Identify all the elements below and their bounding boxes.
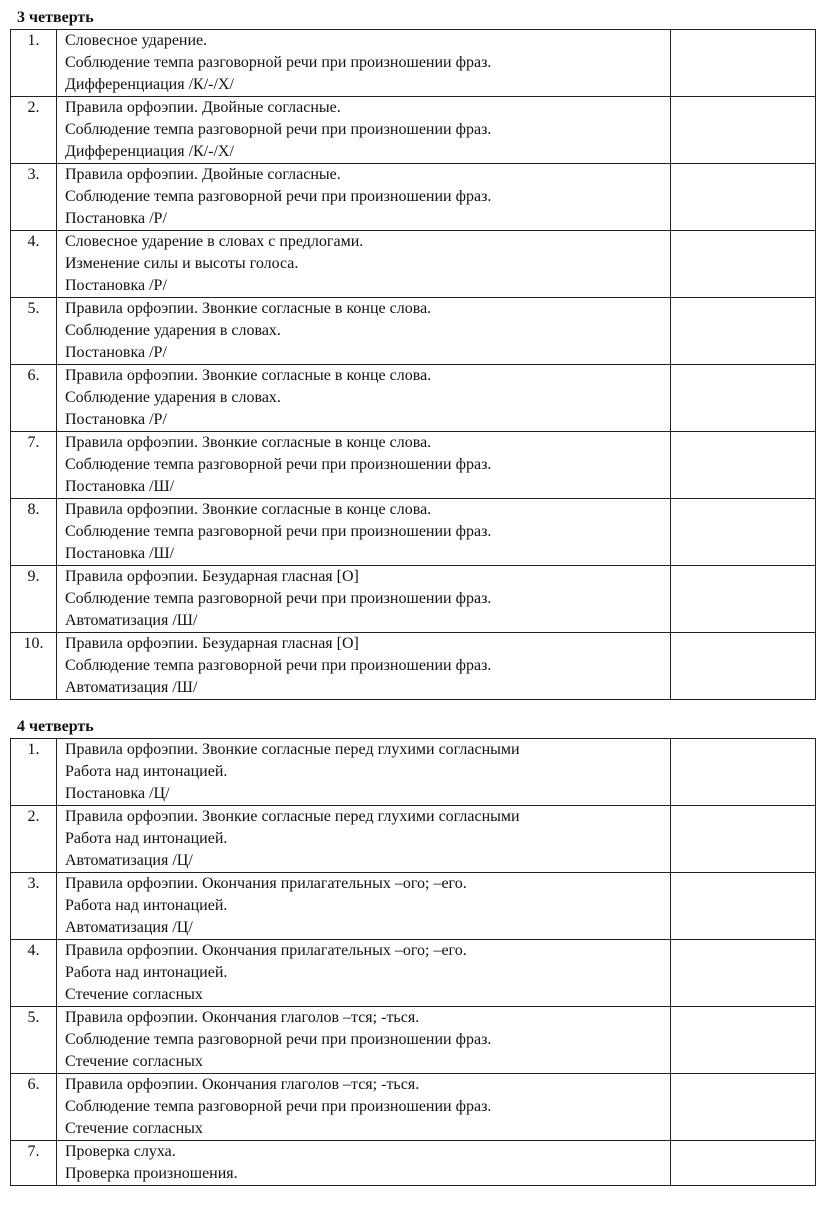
lesson-line: Автоматизация /Ц/ [65,852,193,869]
lesson-line: Соблюдение темпа разговорной речи при произношении фраз. [65,1031,492,1048]
blank-cell [671,97,816,164]
table-row [11,365,816,432]
lesson-line: Автоматизация /Ц/ [65,919,193,936]
lesson-line: Соблюдение темпа разговорной речи при произношении фраз. [65,54,492,71]
blank-cell [671,940,816,1007]
lesson-line: Дифференциация /К/-/Х/ [65,143,234,160]
lesson-description [57,432,671,499]
lesson-line: Постановка /Ш/ [65,478,175,495]
lesson-line: Правила орфоэпии. Окончания прилагательных –ого; –его. [65,942,467,959]
blank-cell [671,566,816,633]
lesson-line: Словесное ударение в словах с предлогами. [65,233,364,250]
quarter3-title: 3 четверть [17,9,94,26]
lesson-line: Дифференциация /К/-/Х/ [65,76,234,93]
table-row [11,432,816,499]
lesson-line: Работа над интонацией. [65,964,228,981]
lesson-line: Постановка /Р/ [65,277,167,294]
quarter3-table-body [11,30,816,700]
blank-cell [671,432,816,499]
quarter4-table-body [11,739,816,1186]
lesson-description [57,365,671,432]
blank-cell [671,499,816,566]
row-number: 8. [11,499,57,566]
blank-cell [671,231,816,298]
row-number: 4. [11,231,57,298]
blank-cell [671,633,816,700]
table-row [11,566,816,633]
row-number: 5. [11,1007,57,1074]
lesson-line: Соблюдение темпа разговорной речи при произношении фраз. [65,657,492,674]
lesson-line: Правила орфоэпии. Двойные согласные. [65,99,341,116]
lesson-line: Постановка /Р/ [65,344,167,361]
lesson-line: Соблюдение темпа разговорной речи при произношении фраз. [65,523,492,540]
lesson-line: Проверка произношения. [65,1165,238,1182]
lesson-description [57,1007,671,1074]
blank-cell [671,1007,816,1074]
lesson-line: Соблюдение ударения в словах. [65,322,281,339]
blank-cell [671,739,816,806]
row-number: 9. [11,566,57,633]
lesson-line: Работа над интонацией. [65,763,228,780]
lesson-line: Правила орфоэпии. Звонкие согласные перед глухими согласными [65,808,520,825]
table-row [11,298,816,365]
lesson-description [57,806,671,873]
lesson-line: Правила орфоэпии. Окончания прилагательных –ого; –его. [65,875,467,892]
lesson-line: Стечение согласных [65,1120,203,1137]
row-number: 2. [11,806,57,873]
table-row [11,633,816,700]
quarter3-table [10,29,816,700]
row-number: 5. [11,298,57,365]
table-row [11,164,816,231]
lesson-line: Соблюдение темпа разговорной речи при произношении фраз. [65,121,492,138]
lesson-line: Правила орфоэпии. Безударная гласная [О] [65,635,359,652]
blank-cell [671,806,816,873]
table-row [11,873,816,940]
lesson-line: Соблюдение ударения в словах. [65,389,281,406]
lesson-line: Правила орфоэпии. Звонкие согласные перед глухими согласными [65,741,520,758]
lesson-description [57,566,671,633]
lesson-line: Стечение согласных [65,1053,203,1070]
lesson-description [57,940,671,1007]
lesson-description [57,298,671,365]
lesson-description [57,231,671,298]
quarter4-title: 4 четверть [17,718,94,735]
row-number: 7. [11,1141,57,1186]
table-row [11,231,816,298]
table-row [11,30,816,97]
table-row [11,1141,816,1186]
lesson-line: Стечение согласных [65,986,203,1003]
row-number: 10. [11,633,57,700]
lesson-line: Автоматизация /Ш/ [65,679,198,696]
lesson-description [57,164,671,231]
lesson-line: Правила орфоэпии. Звонкие согласные в конце слова. [65,367,432,384]
row-number: 1. [11,739,57,806]
lesson-line: Автоматизация /Ш/ [65,612,198,629]
lesson-line: Правила орфоэпии. Звонкие согласные в конце слова. [65,501,432,518]
lesson-line: Соблюдение темпа разговорной речи при произношении фраз. [65,456,492,473]
table-row [11,97,816,164]
row-number: 7. [11,432,57,499]
blank-cell [671,164,816,231]
lesson-line: Постановка /Ц/ [65,785,170,802]
row-number: 6. [11,365,57,432]
blank-cell [671,1074,816,1141]
row-number: 6. [11,1074,57,1141]
lesson-line: Соблюдение темпа разговорной речи при произношении фраз. [65,590,492,607]
blank-cell [671,298,816,365]
table-row [11,940,816,1007]
table-row [11,739,816,806]
lesson-line: Правила орфоэпии. Окончания глаголов –тся; -ться. [65,1009,420,1026]
lesson-line: Правила орфоэпии. Окончания глаголов –тся; -ться. [65,1076,420,1093]
lesson-description [57,1074,671,1141]
row-number: 3. [11,164,57,231]
lesson-description [57,873,671,940]
blank-cell [671,873,816,940]
lesson-line: Постановка /Р/ [65,210,167,227]
row-number: 1. [11,30,57,97]
lesson-description [57,499,671,566]
lesson-line: Правила орфоэпии. Звонкие согласные в конце слова. [65,300,432,317]
lesson-line: Работа над интонацией. [65,897,228,914]
blank-cell [671,1141,816,1186]
lesson-line: Правила орфоэпии. Звонкие согласные в конце слова. [65,434,432,451]
lesson-line: Постановка /Ш/ [65,545,175,562]
lesson-line: Правила орфоэпии. Безударная гласная [О] [65,568,359,585]
lesson-line: Проверка слуха. [65,1143,176,1160]
table-row [11,1007,816,1074]
lesson-line: Работа над интонацией. [65,830,228,847]
lesson-line: Соблюдение темпа разговорной речи при произношении фраз. [65,188,492,205]
row-number: 3. [11,873,57,940]
lesson-line: Изменение силы и высоты голоса. [65,255,299,272]
lesson-description [57,1141,671,1186]
blank-cell [671,365,816,432]
lesson-description [57,97,671,164]
blank-cell [671,30,816,97]
quarter4-table [10,738,816,1186]
row-number: 4. [11,940,57,1007]
lesson-description [57,739,671,806]
lesson-line: Соблюдение темпа разговорной речи при произношении фраз. [65,1098,492,1115]
table-row [11,1074,816,1141]
lesson-description [57,30,671,97]
lesson-line: Правила орфоэпии. Двойные согласные. [65,166,341,183]
lesson-description [57,633,671,700]
row-number: 2. [11,97,57,164]
table-row [11,806,816,873]
table-row [11,499,816,566]
lesson-line: Словесное ударение. [65,32,208,49]
lesson-line: Постановка /Р/ [65,411,167,428]
